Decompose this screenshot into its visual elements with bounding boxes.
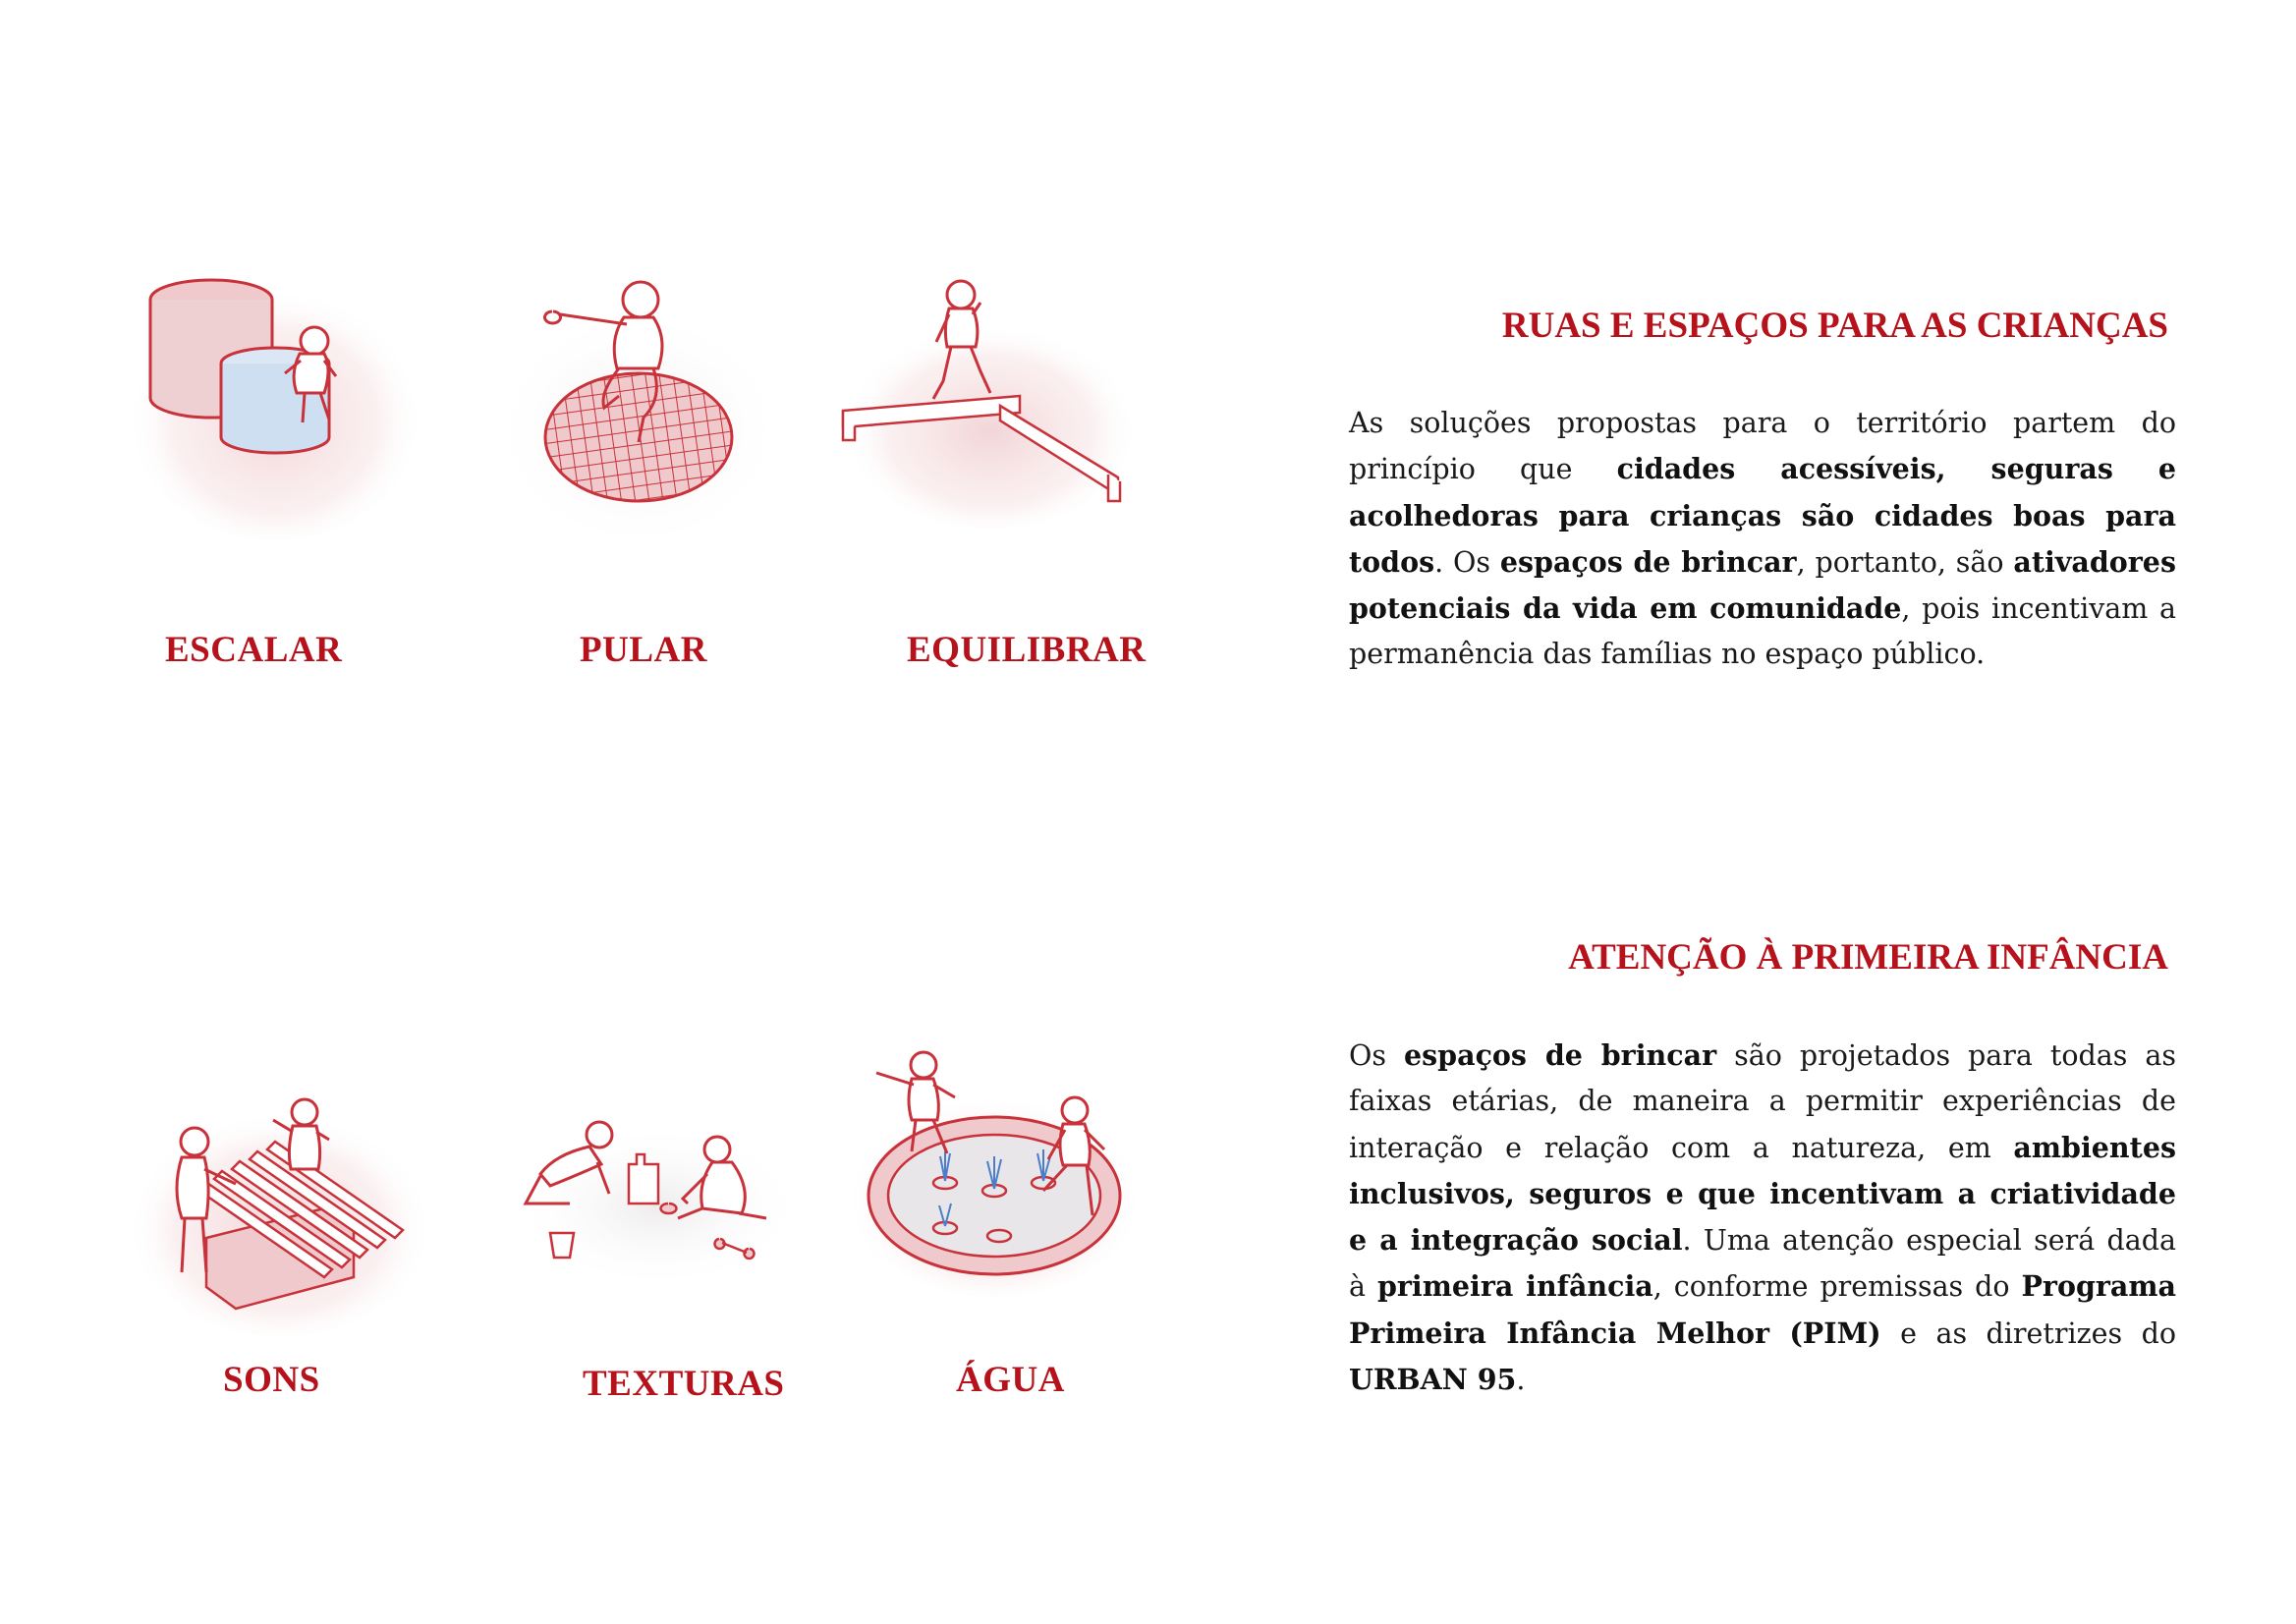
text-run: . Os [1434,545,1500,579]
text-run: , pois incentivam a permanência das famílias no espaço público. [1349,592,2176,671]
text-run: As soluções propostas para o território partem do princípio que [1349,407,2176,486]
escalar-illustration [128,251,422,540]
text-run: . [1516,1364,1526,1397]
text-run: , conforme premissas do [1652,1270,2022,1304]
text-emphasis: cidades acessíveis, seguras e acolhedoras para crianças são cidades boas para todos [1349,452,2176,579]
agua-illustration [847,1043,1142,1297]
activity-label-equilibrar: EQUILIBRAR [907,630,1147,670]
text-run: são projetados para todas as faixas etárias, de maneira a permitir experiências de interação e relação com a natureza, em [1349,1039,2176,1164]
text-run: . Uma atenção especial será dada à [1349,1224,2176,1304]
activity-label-escalar: ESCALAR [165,630,343,670]
text-emphasis: primeira infância [1376,1269,1653,1304]
text-run: e as diretrizes do [1880,1316,2176,1350]
section-paragraph-ruas [1349,401,2176,678]
text-emphasis: ativadores potenciais da vida em comunidade [1349,544,2176,626]
equilibrar-illustration [833,273,1138,533]
text-run: , portanto, são [1796,545,2014,579]
activity-label-texturas: TEXTURAS [583,1364,785,1404]
activity-label-pular: PULAR [580,630,707,670]
text-run: Os [1349,1039,1404,1072]
texturas-illustration [511,1105,806,1282]
section-paragraph-primeira-infancia [1349,1033,2176,1403]
pular-illustration [491,270,786,540]
activity-label-sons: SONS [223,1360,320,1400]
text-emphasis: ambientes inclusivos, seguros e que incentivam a criatividade e a integração social [1349,1130,2176,1258]
text-emphasis: Programa Primeira Infância Melhor (PIM) [1349,1269,2176,1350]
activity-label-agua: ÁGUA [956,1360,1065,1400]
sons-illustration [128,1081,432,1336]
section-title-primeira-infancia: ATENÇÃO À PRIMEIRA INFÂNCIA [1568,937,2168,978]
section-title-ruas: RUAS E ESPAÇOS PARA AS CRIANÇAS [1501,306,2168,346]
text-emphasis: espaços de brincar [1499,544,1797,579]
text-emphasis: URBAN 95 [1349,1363,1517,1397]
text-emphasis: espaços de brincar [1404,1038,1717,1072]
